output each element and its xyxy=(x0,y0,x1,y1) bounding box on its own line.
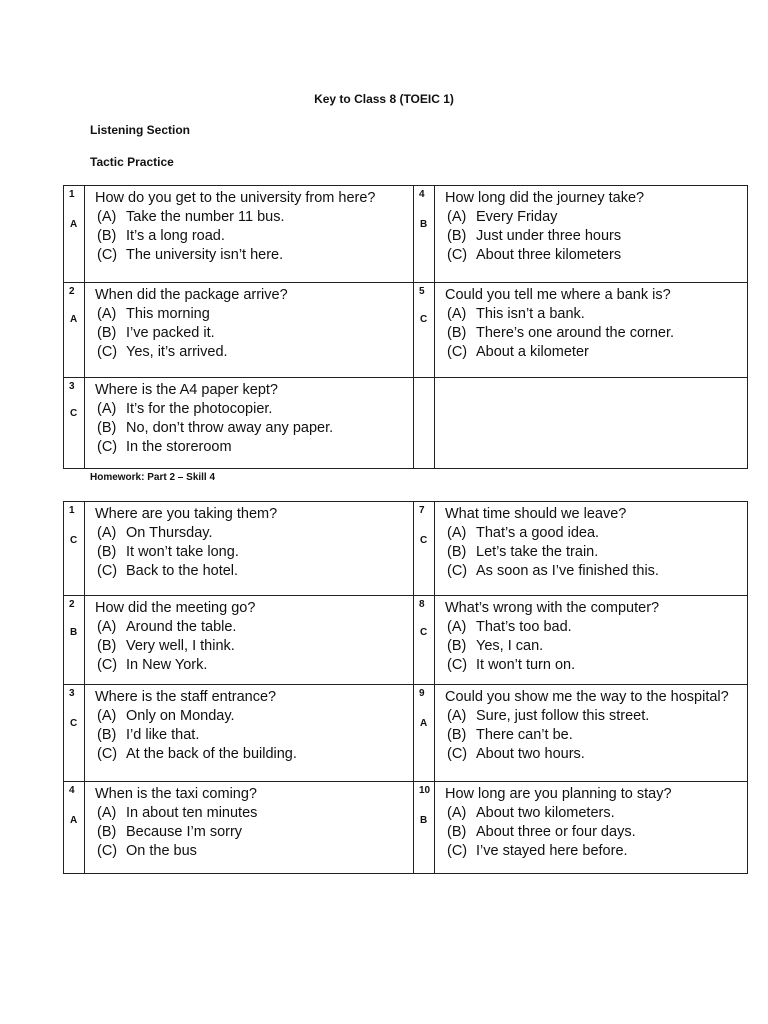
answer-key: B xyxy=(70,627,78,638)
option-text: Yes, I can. xyxy=(476,638,544,654)
option-text: Yes, it’s arrived. xyxy=(126,344,228,360)
question-cell xyxy=(435,283,748,378)
option-letter: (A) xyxy=(97,401,117,417)
question-number-cell xyxy=(414,782,435,874)
answer-option xyxy=(95,804,413,823)
option-letter: (A) xyxy=(97,209,117,225)
option-letter: (C) xyxy=(97,746,118,762)
option-text: It’s for the photocopier. xyxy=(126,401,273,417)
option-text: Let’s take the train. xyxy=(476,544,599,560)
option-letter: (C) xyxy=(447,563,468,579)
option-text: There can’t be. xyxy=(476,727,573,743)
homework-heading: Homework: Part 2 – Skill 4 xyxy=(90,472,216,483)
option-text: Just under three hours xyxy=(476,228,622,244)
question-text: Could you tell me where a bank is? xyxy=(445,287,671,303)
question-number: 3 xyxy=(69,381,75,392)
question-text: Where is the A4 paper kept? xyxy=(95,382,278,398)
answer-key: A xyxy=(70,815,78,826)
answer-key: B xyxy=(420,815,428,826)
question-number: 4 xyxy=(69,785,75,796)
question-number-cell xyxy=(414,596,435,685)
option-text: I’ve packed it. xyxy=(126,325,215,341)
question-number: 7 xyxy=(419,505,425,516)
answer-option xyxy=(445,305,747,324)
answer-option xyxy=(95,324,413,343)
option-letter: (A) xyxy=(447,805,467,821)
answer-option xyxy=(445,804,747,823)
question-cell xyxy=(435,186,748,283)
answer-option xyxy=(95,246,413,265)
question-number-cell xyxy=(64,685,85,782)
option-text: Back to the hotel. xyxy=(126,563,239,579)
question-text: How do you get to the university from here? xyxy=(95,190,376,206)
option-letter: (A) xyxy=(447,525,467,541)
answer-option xyxy=(445,656,747,675)
question-text: Could you show me the way to the hospital? xyxy=(445,689,729,705)
option-text: There’s one around the corner. xyxy=(476,325,675,341)
question-text: What’s wrong with the computer? xyxy=(445,600,660,616)
table-row xyxy=(64,782,748,874)
table-row xyxy=(64,283,748,378)
answer-key: A xyxy=(70,219,78,230)
question-number: 3 xyxy=(69,688,75,699)
question-text: When is the taxi coming? xyxy=(95,786,257,802)
option-text: Take the number 11 bus. xyxy=(126,209,285,225)
option-letter: (C) xyxy=(447,344,468,360)
option-text: In New York. xyxy=(126,657,208,673)
question-number-cell xyxy=(64,378,85,469)
option-text: In about ten minutes xyxy=(126,805,258,821)
option-letter: (C) xyxy=(97,843,118,859)
question-number: 2 xyxy=(69,286,75,297)
answer-option xyxy=(445,823,747,842)
answer-option xyxy=(95,524,413,543)
answer-option xyxy=(95,400,413,419)
option-text: At the back of the building. xyxy=(126,746,297,762)
answer-key: C xyxy=(420,314,428,325)
answer-key: C xyxy=(70,718,78,729)
answer-option xyxy=(445,524,747,543)
answer-option xyxy=(95,707,413,726)
option-text: It won’t take long. xyxy=(126,544,239,560)
answer-key: A xyxy=(420,718,428,729)
option-letter: (C) xyxy=(97,563,118,579)
option-letter: (A) xyxy=(97,619,117,635)
answer-option xyxy=(445,543,747,562)
question-number-cell xyxy=(414,283,435,378)
question-number: 5 xyxy=(419,286,425,297)
answer-option xyxy=(445,562,747,581)
option-letter: (B) xyxy=(97,420,117,436)
question-number-cell xyxy=(414,502,435,596)
answer-option xyxy=(95,438,413,457)
option-letter: (B) xyxy=(97,544,117,560)
homework-table xyxy=(63,501,748,874)
option-letter: (B) xyxy=(97,638,117,654)
answer-key: C xyxy=(420,627,428,638)
option-letter: (A) xyxy=(447,708,467,724)
question-number: 2 xyxy=(69,599,75,610)
option-text: I’d like that. xyxy=(126,727,200,743)
answer-option xyxy=(95,305,413,324)
option-letter: (C) xyxy=(97,439,118,455)
question-text: How long did the journey take? xyxy=(445,190,645,206)
question-text: Where is the staff entrance? xyxy=(95,689,277,705)
question-cell xyxy=(85,596,414,685)
option-letter: (A) xyxy=(97,708,117,724)
answer-option xyxy=(445,343,747,362)
question-cell xyxy=(435,685,748,782)
question-cell xyxy=(85,378,414,469)
answer-option xyxy=(445,726,747,745)
answer-option xyxy=(95,618,413,637)
option-text: About three kilometers xyxy=(476,247,622,263)
option-text: No, don’t throw away any paper. xyxy=(126,420,334,436)
question-number: 1 xyxy=(69,505,75,516)
tactic-practice-heading: Tactic Practice xyxy=(90,155,174,169)
table-row xyxy=(64,378,748,469)
question-cell xyxy=(435,596,748,685)
option-text: Every Friday xyxy=(476,209,558,225)
option-letter: (C) xyxy=(447,843,468,859)
option-letter: (C) xyxy=(447,746,468,762)
answer-key: C xyxy=(70,408,78,419)
answer-key: B xyxy=(420,219,428,230)
option-letter: (A) xyxy=(97,306,117,322)
question-cell xyxy=(435,378,748,469)
answer-key: C xyxy=(420,535,428,546)
option-letter: (B) xyxy=(447,727,467,743)
option-letter: (C) xyxy=(97,344,118,360)
option-text: It’s a long road. xyxy=(126,228,225,244)
page-title: Key to Class 8 (TOEIC 1) xyxy=(314,92,454,106)
option-text: About three or four days. xyxy=(476,824,636,840)
option-letter: (B) xyxy=(97,824,117,840)
question-cell xyxy=(85,186,414,283)
option-letter: (A) xyxy=(97,525,117,541)
answer-option xyxy=(95,343,413,362)
question-cell xyxy=(85,782,414,874)
option-text: The university isn’t here. xyxy=(126,247,284,263)
option-text: Sure, just follow this street. xyxy=(476,708,650,724)
option-text: On the bus xyxy=(126,843,197,859)
answer-key: A xyxy=(70,314,78,325)
answer-option xyxy=(445,324,747,343)
question-number-cell xyxy=(64,283,85,378)
question-cell xyxy=(435,782,748,874)
answer-option xyxy=(445,227,747,246)
question-text: How long are you planning to stay? xyxy=(445,786,672,802)
answer-option xyxy=(95,419,413,438)
option-letter: (C) xyxy=(447,247,468,263)
answer-option xyxy=(95,543,413,562)
table-row xyxy=(64,596,748,685)
question-number: 1 xyxy=(69,189,75,200)
option-text: Very well, I think. xyxy=(126,638,235,654)
table-row xyxy=(64,502,748,596)
question-text: How did the meeting go? xyxy=(95,600,256,616)
question-text: What time should we leave? xyxy=(445,506,627,522)
option-text: It won’t turn on. xyxy=(476,657,576,673)
question-number-cell xyxy=(64,186,85,283)
question-number: 4 xyxy=(419,189,425,200)
option-letter: (C) xyxy=(97,247,118,263)
table-row xyxy=(64,685,748,782)
question-number: 9 xyxy=(419,688,425,699)
option-text: I’ve stayed here before. xyxy=(476,843,628,859)
option-text: Because I’m sorry xyxy=(126,824,243,840)
question-text: Where are you taking them? xyxy=(95,506,278,522)
option-letter: (B) xyxy=(447,544,467,560)
answer-option xyxy=(95,823,413,842)
option-text: That’s a good idea. xyxy=(476,525,600,541)
question-cell xyxy=(85,502,414,596)
option-text: About two hours. xyxy=(476,746,585,762)
answer-option xyxy=(95,745,413,764)
option-letter: (A) xyxy=(447,306,467,322)
answer-option xyxy=(445,745,747,764)
option-letter: (B) xyxy=(447,638,467,654)
question-text: When did the package arrive? xyxy=(95,287,288,303)
answer-option xyxy=(95,656,413,675)
answer-option xyxy=(95,208,413,227)
option-text: This isn’t a bank. xyxy=(476,306,585,322)
option-letter: (A) xyxy=(447,619,467,635)
answer-option xyxy=(95,562,413,581)
question-number-cell xyxy=(414,186,435,283)
answer-option xyxy=(445,707,747,726)
option-letter: (B) xyxy=(447,228,467,244)
answer-option xyxy=(445,208,747,227)
option-text: Around the table. xyxy=(126,619,237,635)
question-cell xyxy=(85,685,414,782)
answer-option xyxy=(95,637,413,656)
option-text: That’s too bad. xyxy=(476,619,572,635)
option-letter: (A) xyxy=(447,209,467,225)
tactic-practice-table xyxy=(63,185,748,469)
question-number: 8 xyxy=(419,599,425,610)
option-text: On Thursday. xyxy=(126,525,213,541)
answer-option xyxy=(445,246,747,265)
question-number: 10 xyxy=(419,785,431,796)
option-text: About two kilometers. xyxy=(476,805,615,821)
option-letter: (B) xyxy=(97,325,117,341)
option-text: In the storeroom xyxy=(126,439,232,455)
answer-option xyxy=(95,227,413,246)
question-number-cell xyxy=(64,782,85,874)
answer-key: C xyxy=(70,535,78,546)
question-cell xyxy=(435,502,748,596)
option-letter: (A) xyxy=(97,805,117,821)
question-number-cell xyxy=(64,502,85,596)
option-text: About a kilometer xyxy=(476,344,589,360)
question-number-cell xyxy=(414,685,435,782)
question-number-cell xyxy=(414,378,435,469)
option-letter: (B) xyxy=(97,228,117,244)
question-cell xyxy=(85,283,414,378)
option-letter: (B) xyxy=(447,824,467,840)
option-letter: (C) xyxy=(97,657,118,673)
answer-option xyxy=(95,842,413,861)
option-text: Only on Monday. xyxy=(126,708,235,724)
table-row xyxy=(64,186,748,283)
listening-section-heading: Listening Section xyxy=(90,123,191,137)
answer-option xyxy=(95,726,413,745)
answer-option xyxy=(445,618,747,637)
option-letter: (B) xyxy=(97,727,117,743)
option-letter: (B) xyxy=(447,325,467,341)
answer-option xyxy=(445,637,747,656)
answer-option xyxy=(445,842,747,861)
question-number-cell xyxy=(64,596,85,685)
option-letter: (C) xyxy=(447,657,468,673)
option-text: This morning xyxy=(126,306,210,322)
option-text: As soon as I’ve finished this. xyxy=(476,563,659,579)
